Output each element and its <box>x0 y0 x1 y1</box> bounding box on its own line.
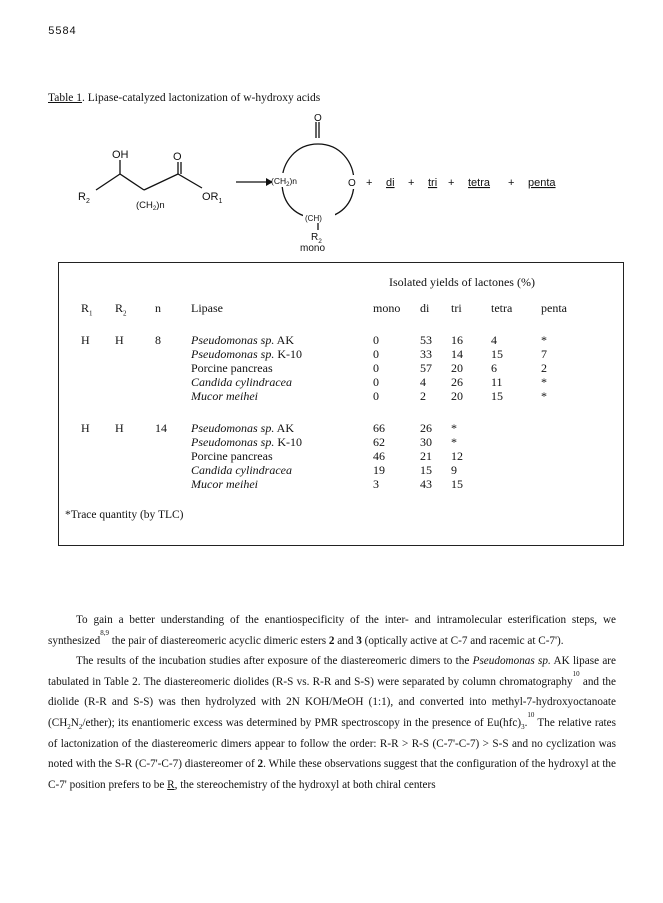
caption-label: Table 1 <box>48 92 83 104</box>
header-lipase: Lipase <box>191 301 223 315</box>
table-cell-lipase: Pseudomonas sp. AK <box>191 333 295 347</box>
header-tetra: tetra <box>491 301 513 315</box>
table-cell-tri: 14 <box>451 347 463 361</box>
header-r2: $R_2$ <box>115 301 127 318</box>
ring-o-top-label: O <box>314 113 322 124</box>
table-cell-lipase: Candida cylindracea <box>191 375 292 389</box>
table-cell-tri: 16 <box>451 333 463 347</box>
table-cell-mono: 0 <box>373 347 379 361</box>
header-r1: $R_1$ <box>81 301 93 318</box>
table-cell-mono: 0 <box>373 389 379 403</box>
ring-ch2n-label: $(CH_2)n$ <box>271 176 298 188</box>
group1-n: 8 <box>155 333 161 347</box>
table-cell-di: 43 <box>420 477 432 491</box>
table-footnote: *Trace quantity (by TLC) <box>65 509 184 521</box>
table-cell-tri: * <box>451 435 457 449</box>
keto-o-label: O <box>173 151 182 163</box>
table-cell-tetra: 15 <box>491 347 503 361</box>
ring-r2-label: $R_2$ <box>311 232 322 245</box>
table-cell-tri: 26 <box>451 375 463 389</box>
table-cell-penta: * <box>541 333 547 347</box>
mono-label: mono <box>300 243 326 252</box>
table-cell-tetra: 4 <box>491 333 497 347</box>
group-header: Isolated yields of lactones (%) <box>389 275 535 289</box>
paragraph-1: To gain a better understanding of the enantiospecificity of the inter- and intramolecular esterification steps, we synthesized$^{8,9}$ the pair of diastereomeric acyclic dimeric esters 2 and 3 (optically active at C-7 and racemic at C-7'). <box>48 614 616 647</box>
plus-2: + <box>408 177 415 189</box>
ch2n-left-label: $(CH_2)n$ <box>136 200 165 212</box>
table-cell-di: 21 <box>420 449 432 463</box>
table-cell-tri: * <box>451 421 457 435</box>
di-label: di <box>386 177 395 189</box>
table-cell-tri: 9 <box>451 463 457 477</box>
oh-label: OH <box>112 149 129 161</box>
table-cell-di: 26 <box>420 421 432 435</box>
plus-1: + <box>366 177 373 189</box>
tri-label: tri <box>428 177 438 189</box>
table-cell-tetra: 15 <box>491 389 503 403</box>
table-cell-mono: 0 <box>373 361 379 375</box>
ring-ch-label: (CH) <box>305 214 322 223</box>
hydroxy-ester-structure <box>96 160 202 190</box>
table-cell-tri: 20 <box>451 389 463 403</box>
group2-r2: H <box>115 421 124 435</box>
table-cell-di: 53 <box>420 333 432 347</box>
table-cell-di: 2 <box>420 389 426 403</box>
table-cell-tri: 12 <box>451 449 463 463</box>
table-cell-mono: 62 <box>373 435 385 449</box>
table-cell-mono: 66 <box>373 421 385 435</box>
body-text <box>48 610 616 795</box>
table-cell-penta: 7 <box>541 347 547 361</box>
table-box <box>58 262 624 546</box>
table-cell-mono: 46 <box>373 449 385 463</box>
table-cell-lipase: Pseudomonas sp. AK <box>191 421 295 435</box>
header-tri: tri <box>451 301 462 315</box>
page-number: 5584 <box>48 26 77 38</box>
reaction-arrow <box>236 178 273 186</box>
table-caption <box>48 92 320 104</box>
table-cell-tetra: 11 <box>491 375 503 389</box>
table-cell-lipase: Mucor meihei <box>191 389 258 403</box>
table-cell-lipase: Pseudomonas sp. K-10 <box>191 347 303 361</box>
table-cell-di: 33 <box>420 347 432 361</box>
or1-label: $OR_1$ <box>202 191 223 205</box>
table-cell-penta: * <box>541 389 547 403</box>
table-cell-tetra: 6 <box>491 361 497 375</box>
table-cell-di: 57 <box>420 361 432 375</box>
table-cell-tri: 15 <box>451 477 463 491</box>
ring-o-label: O <box>348 178 356 189</box>
table-cell-penta: * <box>541 375 547 389</box>
table-cell-mono: 0 <box>373 333 379 347</box>
table-cell-lipase: Pseudomonas sp. K-10 <box>191 435 303 449</box>
table-cell-penta: 2 <box>541 361 547 375</box>
table-cell-mono: 0 <box>373 375 379 389</box>
header-di: di <box>420 301 430 315</box>
paragraph-2: The results of the incubation studies after exposure of the diastereomeric dimers to the Pseudomonas sp. AK lipase are tabulated in Table 2. The diastereomeric diolides (R-S vs. R-R and S-S) were separated by column chromatography$^{10}$ and the diolide (R-R and S-S) was then hydrolyzed with 2N KOH/MeOH (1:1), and converted into methyl-7-hydroxyoctanoate $(CH_2N_2/ether)$; its enantiomeric excess was determined by PMR spectroscopy in the presence of $Eu(hfc)_3.^{10}$ The relative rates of lactonization of the diastereomeric dimers appear to follow the order: R-R > R-S (C-7'-C-7) > S-S and no cyclization was noted with the S-R (C-7'-C-7) diastereomer of 2. While these observations suggest that the configuration of the hydroxyl at the C-7' position prefers to be R, the stereochemistry of the hydroxyl at both chiral centers <box>48 655 617 791</box>
table-cell-mono: 19 <box>373 463 385 477</box>
table-cell-tri: 20 <box>451 361 463 375</box>
table-cell-di: 15 <box>420 463 432 477</box>
header-n: n <box>155 301 161 315</box>
reaction-scheme <box>60 112 620 252</box>
group2-r1: H <box>81 421 90 435</box>
table-cell-lipase: Mucor meihei <box>191 477 258 491</box>
caption-text: . Lipase-catalyzed lactonization of w-hydroxy acids <box>82 92 321 104</box>
table-cell-di: 4 <box>420 375 426 389</box>
plus-4: + <box>508 177 515 189</box>
table-cell-lipase: Porcine pancreas <box>191 449 273 463</box>
group2-n: 14 <box>155 421 167 435</box>
table-cell-mono: 3 <box>373 477 379 491</box>
table-cell-lipase: Candida cylindracea <box>191 463 292 477</box>
r2-left-label: $R_2$ <box>78 191 90 205</box>
plus-3: + <box>448 177 455 189</box>
table-cell-di: 30 <box>420 435 432 449</box>
header-mono: mono <box>373 301 401 315</box>
group1-r2: H <box>115 333 124 347</box>
group1-r1: H <box>81 333 90 347</box>
penta-label: penta <box>528 177 556 189</box>
header-penta: penta <box>541 301 567 315</box>
table-cell-lipase: Porcine pancreas <box>191 361 273 375</box>
tetra-label: tetra <box>468 177 491 189</box>
